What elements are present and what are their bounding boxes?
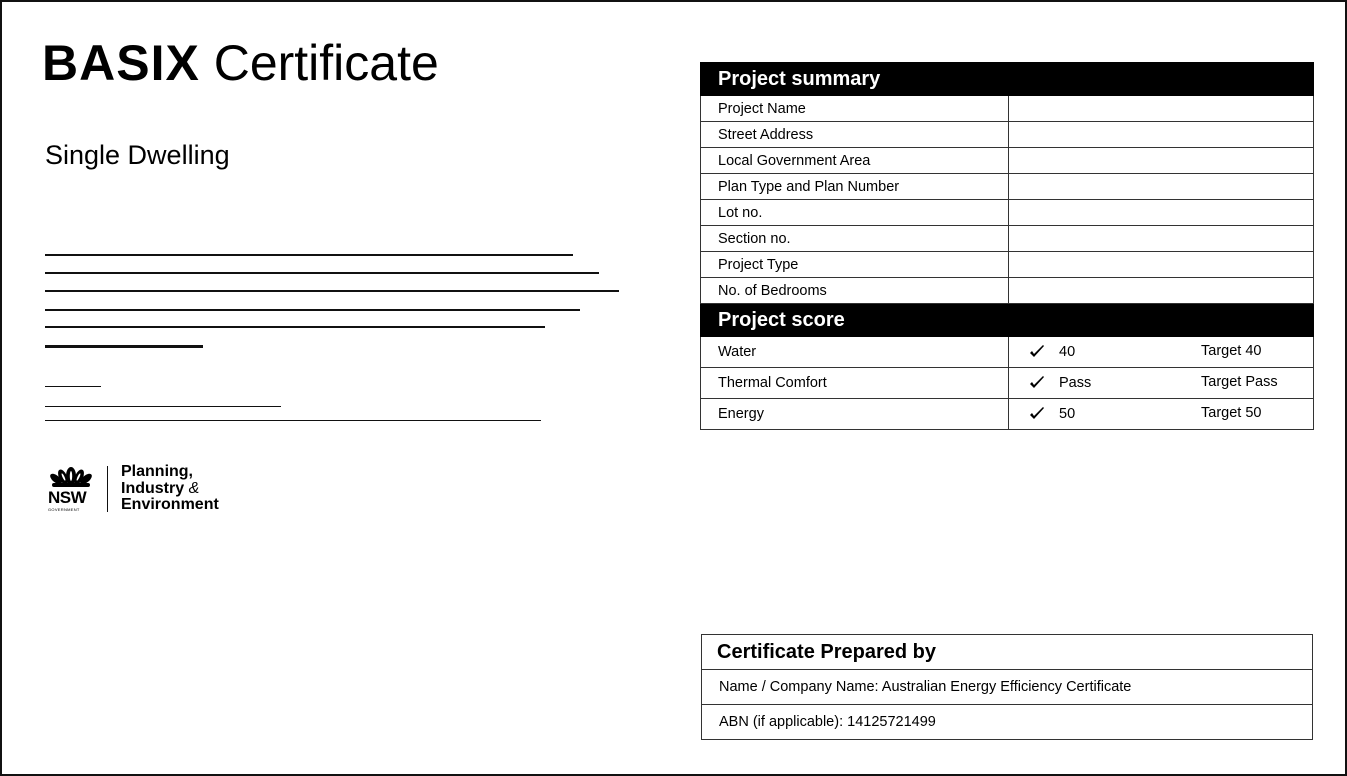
score-value: Pass	[1059, 375, 1092, 391]
row-value	[1009, 252, 1314, 278]
certificate-prepared-by-box	[701, 634, 1313, 740]
project-score-title: Project score	[701, 304, 1009, 337]
government-wordmark: GOVERNMENT	[48, 507, 80, 512]
redacted-line	[45, 309, 580, 311]
redacted-line	[45, 406, 281, 407]
redacted-line	[45, 272, 599, 274]
row-label: Plan Type and Plan Number	[701, 174, 1009, 200]
project-summary-title: Project summary	[701, 63, 1009, 96]
score-cell	[1009, 399, 1314, 430]
redacted-line	[45, 420, 541, 421]
dept-line-2: Industry &	[121, 479, 200, 497]
row-label: Lot no.	[701, 200, 1009, 226]
score-cell	[1009, 337, 1314, 368]
check-icon	[1029, 375, 1045, 391]
score-target: Target 50	[1201, 405, 1262, 421]
project-summary-header	[701, 63, 1314, 96]
table-row	[701, 148, 1314, 174]
score-row-water	[701, 337, 1314, 368]
row-value	[1009, 148, 1314, 174]
check-icon	[1029, 344, 1045, 360]
score-cell	[1009, 368, 1314, 399]
score-row-energy	[701, 399, 1314, 430]
row-value	[1009, 122, 1314, 148]
prepared-by-abn: ABN (if applicable): 14125721499	[719, 714, 936, 730]
project-summary-table	[700, 62, 1314, 430]
page-title	[42, 32, 439, 94]
dept-line-1: Planning,	[121, 463, 193, 480]
table-row	[701, 96, 1314, 122]
page-subtitle: Single Dwelling	[45, 140, 230, 170]
redacted-line	[45, 345, 203, 348]
table-row	[701, 200, 1314, 226]
score-target: Target 40	[1201, 343, 1262, 359]
table-row	[701, 226, 1314, 252]
row-value	[1009, 174, 1314, 200]
table-row	[701, 252, 1314, 278]
score-row-thermal	[701, 368, 1314, 399]
table-row	[701, 278, 1314, 304]
row-label: No. of Bedrooms	[701, 278, 1009, 304]
row-label: Project Type	[701, 252, 1009, 278]
score-label: Thermal Comfort	[701, 368, 1009, 399]
row-value	[1009, 226, 1314, 252]
row-label: Street Address	[701, 122, 1009, 148]
row-value	[1009, 278, 1314, 304]
redacted-line	[45, 386, 101, 387]
score-target: Target Pass	[1201, 374, 1278, 390]
row-value	[1009, 200, 1314, 226]
title-certificate: Certificate	[213, 35, 439, 91]
redacted-line	[45, 290, 619, 292]
score-label: Energy	[701, 399, 1009, 430]
dept-line-3: Environment	[121, 496, 219, 513]
score-value: 50	[1059, 406, 1076, 422]
row-value	[1009, 96, 1314, 122]
check-icon	[1029, 406, 1045, 422]
nsw-government-logo	[46, 462, 246, 518]
logo-divider	[107, 466, 108, 512]
score-label: Water	[701, 337, 1009, 368]
prepared-by-name: Name / Company Name: Australian Energy Efficiency Certificate	[702, 670, 1312, 705]
row-label: Project Name	[701, 96, 1009, 122]
dept-ampersand: &	[188, 479, 200, 497]
department-name	[121, 464, 219, 514]
table-row	[701, 174, 1314, 200]
project-score-header	[701, 304, 1314, 337]
table-row	[701, 122, 1314, 148]
redacted-line	[45, 326, 545, 328]
row-label: Section no.	[701, 226, 1009, 252]
title-basix: BASIX	[42, 35, 200, 91]
prepared-by-title: Certificate Prepared by	[702, 635, 1312, 670]
waratah-icon	[48, 462, 94, 488]
redacted-line	[45, 254, 573, 256]
nsw-wordmark: NSW	[48, 488, 87, 507]
score-value: 40	[1059, 344, 1076, 360]
row-label: Local Government Area	[701, 148, 1009, 174]
